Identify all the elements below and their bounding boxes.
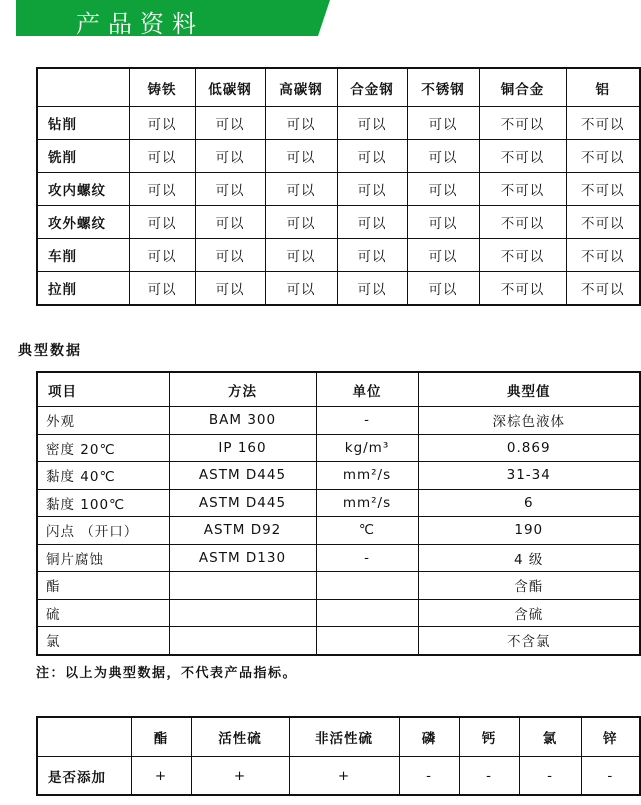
- banner: [16, 0, 330, 36]
- machining-compatibility-table: [36, 67, 641, 306]
- table-cell: 不可以: [566, 173, 640, 206]
- table-cell: -: [399, 757, 459, 796]
- table-cell: 可以: [337, 107, 407, 140]
- table-cell: 不可以: [566, 206, 640, 239]
- table-cell: 不可以: [479, 206, 566, 239]
- table-cell: 不可以: [566, 239, 640, 272]
- table-cell: +: [131, 757, 191, 796]
- table-cell: BAM 300: [169, 407, 316, 435]
- table-row: [37, 239, 640, 272]
- row-label: 拉削: [37, 272, 129, 306]
- table-cell: 含硫: [418, 599, 640, 627]
- table-cell: 4 级: [418, 544, 640, 572]
- header-cell: 低碳钢: [195, 68, 265, 107]
- table-cell: 不可以: [479, 107, 566, 140]
- table-cell: 不可以: [479, 272, 566, 306]
- table-cell: 氯: [37, 627, 169, 655]
- header-cell: 非活性硫: [289, 717, 399, 757]
- header-cell: 不锈钢: [407, 68, 479, 107]
- table-row: [37, 757, 640, 796]
- table-row: [37, 517, 640, 545]
- table-row: [37, 173, 640, 206]
- footnote: 注：以上为典型数据，不代表产品指标。: [36, 666, 298, 681]
- table-cell: 不可以: [479, 239, 566, 272]
- table-cell: 可以: [265, 206, 337, 239]
- table-header-row: [37, 372, 640, 407]
- table-cell: 可以: [265, 173, 337, 206]
- table-cell: 可以: [337, 272, 407, 306]
- header-cell: 钙: [459, 717, 519, 757]
- table-cell: IP 160: [169, 434, 316, 462]
- table-cell: [316, 572, 418, 600]
- row-label: 攻内螺纹: [37, 173, 129, 206]
- table-cell: 可以: [129, 107, 195, 140]
- header-cell: 高碳钢: [265, 68, 337, 107]
- table-cell: 不可以: [566, 140, 640, 173]
- table-cell: 0.869: [418, 434, 640, 462]
- page-title: 产品资料: [76, 10, 204, 38]
- table-cell: 6: [418, 489, 640, 517]
- table-header-row: [37, 68, 640, 107]
- table-row: [37, 489, 640, 517]
- table-cell: 可以: [337, 239, 407, 272]
- table-cell: 可以: [195, 272, 265, 306]
- section-heading: 典型数据: [18, 343, 82, 359]
- row-label: 钻削: [37, 107, 129, 140]
- table-cell: [169, 572, 316, 600]
- table-cell: ASTM D445: [169, 489, 316, 517]
- header-cell: 活性硫: [191, 717, 289, 757]
- table-cell: mm²/s: [316, 462, 418, 490]
- table-row: [37, 599, 640, 627]
- table-cell: 铜片腐蚀: [37, 544, 169, 572]
- table-cell: [316, 627, 418, 655]
- table-cell: 不可以: [479, 140, 566, 173]
- table-row: [37, 272, 640, 306]
- table-cell: [316, 599, 418, 627]
- table-cell: +: [289, 757, 399, 796]
- row-label: 车削: [37, 239, 129, 272]
- additives-table: [36, 716, 641, 796]
- header-cell: 方法: [169, 372, 316, 407]
- header-cell: 铸铁: [129, 68, 195, 107]
- table-cell: [169, 627, 316, 655]
- row-label: 是否添加: [37, 757, 131, 796]
- row-label: 攻外螺纹: [37, 206, 129, 239]
- header-cell: 典型值: [418, 372, 640, 407]
- table-cell: 可以: [337, 173, 407, 206]
- header-cell: 合金钢: [337, 68, 407, 107]
- table-row: [37, 572, 640, 600]
- header-cell: 氯: [519, 717, 581, 757]
- table-cell: -: [459, 757, 519, 796]
- table-cell: 外观: [37, 407, 169, 435]
- row-label: 铣削: [37, 140, 129, 173]
- table-cell: 31-34: [418, 462, 640, 490]
- table-cell: 不可以: [479, 173, 566, 206]
- header-cell: 项目: [37, 372, 169, 407]
- table-cell: 可以: [129, 206, 195, 239]
- table-cell: -: [316, 407, 418, 435]
- table-row: [37, 462, 640, 490]
- table-cell: 可以: [195, 107, 265, 140]
- table-cell: 可以: [195, 140, 265, 173]
- header-cell: 单位: [316, 372, 418, 407]
- table-cell: ASTM D445: [169, 462, 316, 490]
- table-cell: 可以: [407, 107, 479, 140]
- table-cell: 可以: [129, 272, 195, 306]
- table-row: [37, 407, 640, 435]
- table-row: [37, 544, 640, 572]
- header-cell: 铝: [566, 68, 640, 107]
- table-cell: 可以: [407, 206, 479, 239]
- table-cell: 可以: [407, 173, 479, 206]
- table-cell: 可以: [265, 239, 337, 272]
- table-row: [37, 107, 640, 140]
- table-cell: 不可以: [566, 107, 640, 140]
- table-cell: 可以: [337, 140, 407, 173]
- table-cell: 可以: [265, 140, 337, 173]
- table-cell: 190: [418, 517, 640, 545]
- table-cell: 可以: [265, 107, 337, 140]
- table-cell: 硫: [37, 599, 169, 627]
- table-cell: 可以: [129, 173, 195, 206]
- table-cell: 黏度 40℃: [37, 462, 169, 490]
- table-cell: [169, 599, 316, 627]
- typical-data-table: [36, 371, 641, 656]
- table-cell: ℃: [316, 517, 418, 545]
- table-cell: 可以: [195, 239, 265, 272]
- table-cell: -: [581, 757, 640, 796]
- header-cell: [37, 717, 131, 757]
- table-row: [37, 206, 640, 239]
- table-cell: kg/m³: [316, 434, 418, 462]
- table-cell: 可以: [407, 140, 479, 173]
- table-cell: 闪点 （开口）: [37, 517, 169, 545]
- table-cell: ASTM D130: [169, 544, 316, 572]
- table-cell: 可以: [407, 239, 479, 272]
- table-cell: mm²/s: [316, 489, 418, 517]
- table-cell: -: [519, 757, 581, 796]
- table-cell: 不含氯: [418, 627, 640, 655]
- table-cell: 可以: [129, 140, 195, 173]
- table-row: [37, 140, 640, 173]
- table-cell: -: [316, 544, 418, 572]
- table-cell: 可以: [337, 206, 407, 239]
- table-cell: 含酯: [418, 572, 640, 600]
- header-cell: 铜合金: [479, 68, 566, 107]
- table-cell: 酯: [37, 572, 169, 600]
- header-cell: 锌: [581, 717, 640, 757]
- table-row: [37, 627, 640, 655]
- table-cell: 可以: [265, 272, 337, 306]
- table-cell: 可以: [129, 239, 195, 272]
- table-cell: 不可以: [566, 272, 640, 306]
- header-cell: 酯: [131, 717, 191, 757]
- header-cell: 磷: [399, 717, 459, 757]
- table-cell: 可以: [407, 272, 479, 306]
- header-cell: [37, 68, 129, 107]
- table-header-row: [37, 717, 640, 757]
- table-cell: 可以: [195, 173, 265, 206]
- table-row: [37, 434, 640, 462]
- table-cell: 深棕色液体: [418, 407, 640, 435]
- table-cell: 黏度 100℃: [37, 489, 169, 517]
- table-cell: 可以: [195, 206, 265, 239]
- table-cell: 密度 20℃: [37, 434, 169, 462]
- table-cell: ASTM D92: [169, 517, 316, 545]
- table-cell: +: [191, 757, 289, 796]
